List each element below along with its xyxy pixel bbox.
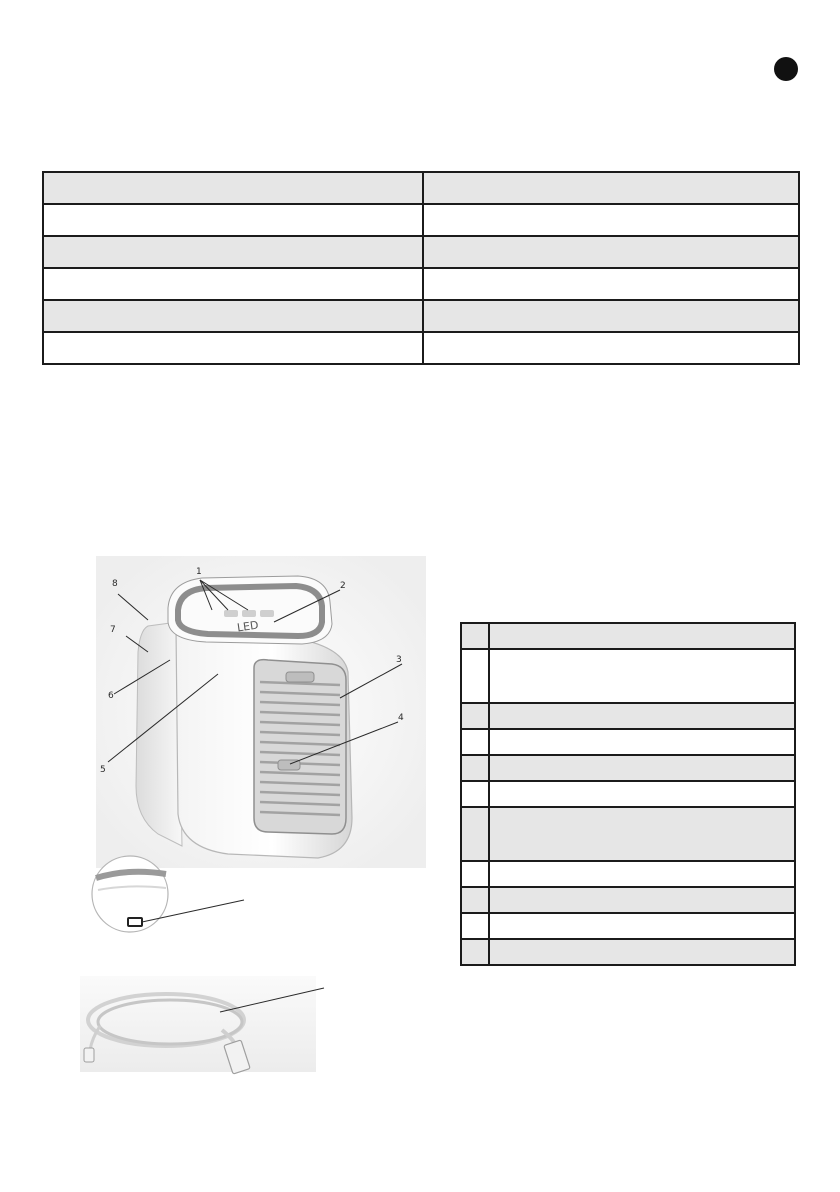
- part-description: [489, 703, 795, 729]
- parts-row: [461, 755, 795, 781]
- spec-row: [43, 204, 799, 236]
- part-number: [461, 887, 489, 913]
- callout-number: 7: [110, 625, 116, 635]
- part-number: [461, 939, 489, 965]
- page-marker-dot-icon: [774, 57, 798, 81]
- spec-label: [43, 300, 423, 332]
- part-number: [461, 755, 489, 781]
- parts-row: [461, 649, 795, 703]
- callout-number: 6: [108, 691, 114, 701]
- part-number: [461, 703, 489, 729]
- spec-value: [423, 172, 799, 204]
- callout-number: 8: [112, 579, 118, 589]
- part-description: [489, 649, 795, 703]
- spec-row: [43, 172, 799, 204]
- part-number: [461, 623, 489, 649]
- spec-value: [423, 268, 799, 300]
- part-description: [489, 623, 795, 649]
- callout-number: 1: [196, 567, 202, 577]
- spec-row: [43, 236, 799, 268]
- part-number: [461, 649, 489, 703]
- top-button-icon: [260, 610, 274, 617]
- spec-label: [43, 332, 423, 364]
- spec-value: [423, 332, 799, 364]
- part-number: [461, 913, 489, 939]
- callout-number: 4: [398, 713, 404, 723]
- callout-number: 2: [340, 581, 346, 591]
- led-button-label: LED: [236, 618, 260, 635]
- specifications-table: [42, 171, 800, 365]
- part-description: [489, 887, 795, 913]
- part-number: [461, 807, 489, 861]
- parts-row: [461, 623, 795, 649]
- spec-row: [43, 332, 799, 364]
- top-button-icon: [242, 610, 256, 617]
- usb-port-icon: [128, 918, 142, 926]
- grille-tab-top: [286, 672, 314, 682]
- product-diagram: [78, 556, 438, 1080]
- spec-value: [423, 236, 799, 268]
- parts-row: [461, 781, 795, 807]
- micro-usb-plug-icon: [84, 1048, 94, 1062]
- parts-row: [461, 807, 795, 861]
- callout-number: 5: [100, 765, 106, 775]
- part-description: [489, 861, 795, 887]
- callout-number: 3: [396, 655, 402, 665]
- part-description: [489, 807, 795, 861]
- part-number: [461, 861, 489, 887]
- spec-label: [43, 236, 423, 268]
- parts-row: [461, 939, 795, 965]
- spec-row: [43, 300, 799, 332]
- parts-row: [461, 887, 795, 913]
- parts-list-table: [460, 622, 796, 966]
- part-number: [461, 729, 489, 755]
- spec-row: [43, 268, 799, 300]
- part-description: [489, 729, 795, 755]
- parts-row: [461, 861, 795, 887]
- spec-label: [43, 268, 423, 300]
- parts-row: [461, 703, 795, 729]
- parts-row: [461, 729, 795, 755]
- part-description: [489, 913, 795, 939]
- spec-label: [43, 204, 423, 236]
- parts-row: [461, 913, 795, 939]
- part-description: [489, 781, 795, 807]
- top-button-icon: [224, 610, 238, 617]
- spec-label: [43, 172, 423, 204]
- spec-value: [423, 300, 799, 332]
- part-number: [461, 781, 489, 807]
- part-description: [489, 755, 795, 781]
- spec-value: [423, 204, 799, 236]
- usb-cable: [80, 976, 324, 1074]
- part-description: [489, 939, 795, 965]
